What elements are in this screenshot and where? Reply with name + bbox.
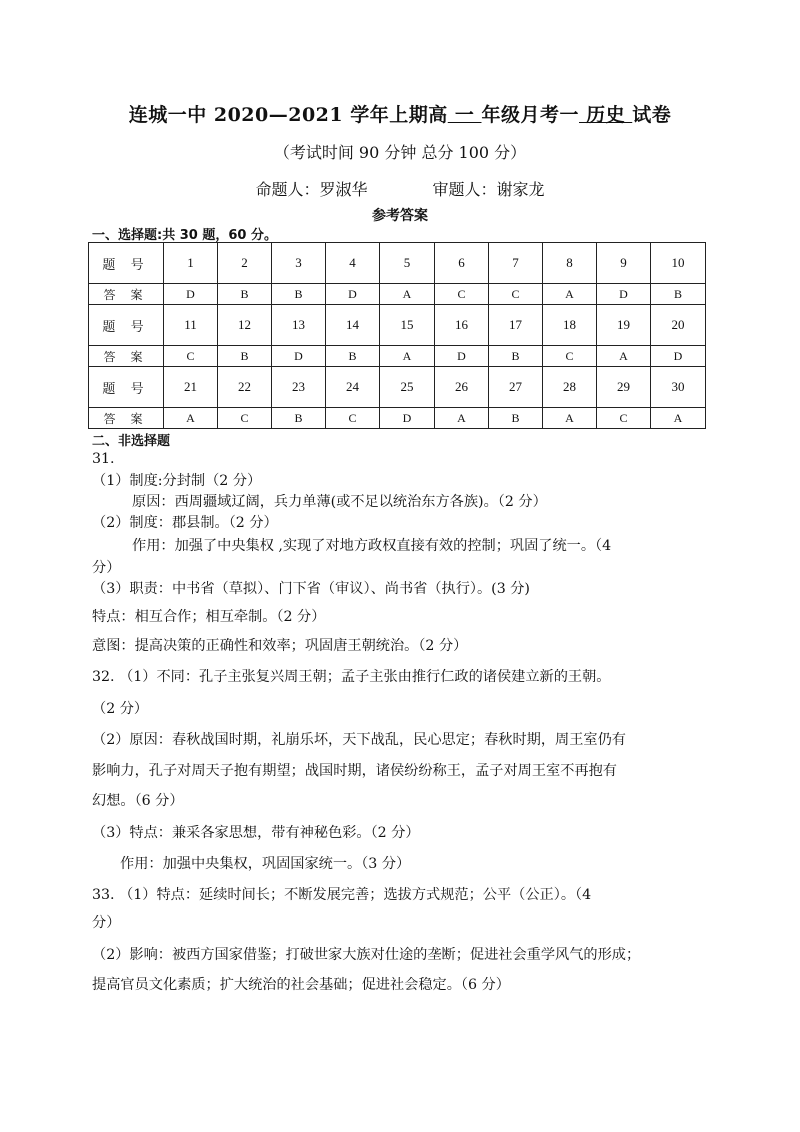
answer-cell: C <box>326 408 380 429</box>
answer-cell: D <box>380 408 435 429</box>
question-number-row <box>89 367 706 408</box>
question-number-cell: 9 <box>597 243 651 284</box>
setter: 命题人：罗淑华 <box>255 180 368 199</box>
answer-table-body <box>89 243 706 429</box>
answer-table <box>88 242 706 429</box>
answer-cell: C <box>435 284 489 305</box>
question-number-cell: 2 <box>218 243 272 284</box>
question-number-cell: 21 <box>164 367 218 408</box>
q31-3-duties: （3）职责：中书省（草拟）、门下省（审议）、尚书省（执行）。(3 分) <box>92 581 530 597</box>
question-number-cell: 1 <box>164 243 218 284</box>
answer-cell: D <box>435 346 489 367</box>
answer-label-cell: 答 案 <box>89 346 164 367</box>
answer-cell: D <box>597 284 651 305</box>
answer-cell: D <box>651 346 706 367</box>
question-number-cell: 20 <box>651 305 706 346</box>
question-number-cell: 15 <box>380 305 435 346</box>
answer-cell: C <box>597 408 651 429</box>
question-number-cell: 16 <box>435 305 489 346</box>
question-number-cell: 19 <box>597 305 651 346</box>
question-number-cell: 13 <box>272 305 326 346</box>
q31-number: 31. <box>92 451 115 467</box>
question-number-cell: 11 <box>164 305 218 346</box>
question-label-cell: 题 号 <box>89 367 164 408</box>
q32-3-features: （3）特点：兼采各家思想，带有神秘色彩。（2 分） <box>92 825 420 841</box>
q33-2-impact: （2）影响：被西方国家借鉴；打破世家大族对仕途的垄断；促进社会重学风气的形成； <box>92 947 641 963</box>
q31-3-intent: 意图：提高决策的正确性和效率；巩固唐王朝统治。（2 分） <box>92 638 468 654</box>
answer-cell: B <box>218 284 272 305</box>
answer-cell: D <box>272 346 326 367</box>
answer-cell: D <box>164 284 218 305</box>
q31-1-reason: 原因：西周疆域辽阔，兵力单薄(或不足以统治东方各族)。（2 分） <box>132 494 547 510</box>
question-number-cell: 23 <box>272 367 326 408</box>
q33-2-impact-cont: 提高官员文化素质；扩大统治的社会基础；促进社会稳定。（6 分） <box>92 977 510 993</box>
title-middle: 年级月考一 <box>481 104 579 126</box>
question-number-cell: 26 <box>435 367 489 408</box>
answer-cell: B <box>651 284 706 305</box>
question-number-cell: 12 <box>218 305 272 346</box>
q31-1-system: （1）制度:分封制（2 分） <box>92 473 262 489</box>
q33-1-score: 分） <box>92 915 121 931</box>
answer-cell: B <box>218 346 272 367</box>
q32-2-reason: （2）原因：春秋战国时期，礼崩乐坏，天下战乱，民心思定；春秋时期，周王室仍有 <box>92 732 626 748</box>
question-number-cell: 25 <box>380 367 435 408</box>
answer-cell: A <box>543 408 597 429</box>
question-number-cell: 18 <box>543 305 597 346</box>
q31-2-system: （2）制度：郡县制。（2 分） <box>92 515 278 531</box>
answer-cell: B <box>489 408 543 429</box>
title-grade: 一 <box>447 104 482 126</box>
question-label-cell: 题 号 <box>89 305 164 346</box>
section1-heading: 一、选择题:共 30 题，60 分。 <box>92 228 277 243</box>
answer-row <box>89 346 706 367</box>
answer-cell: C <box>543 346 597 367</box>
q31-2-effect: 作用：加强了中央集权 ,实现了对地方政权直接有效的控制；巩固了统一。（4 <box>132 538 612 554</box>
q32-3-effect: 作用：加强中央集权，巩固国家统一。（3 分） <box>120 856 411 872</box>
question-number-row <box>89 305 706 346</box>
q31-3-features: 特点：相互合作；相互牵制。（2 分） <box>92 609 326 625</box>
answer-cell: B <box>272 408 326 429</box>
answer-cell: D <box>326 284 380 305</box>
exam-authors <box>0 177 800 200</box>
question-number-cell: 17 <box>489 305 543 346</box>
answer-row <box>89 408 706 429</box>
q31-2-effect-cont: 分） <box>92 560 121 576</box>
question-number-cell: 8 <box>543 243 597 284</box>
question-number-cell: 30 <box>651 367 706 408</box>
q32-1-score: （2 分） <box>92 701 149 717</box>
question-number-cell: 3 <box>272 243 326 284</box>
question-number-cell: 24 <box>326 367 380 408</box>
exam-title <box>0 100 800 127</box>
exam-subtitle: （考试时间 90 分钟 总分 100 分） <box>273 143 527 162</box>
question-number-cell: 6 <box>435 243 489 284</box>
question-label-cell: 题 号 <box>89 243 164 284</box>
answer-cell: A <box>597 346 651 367</box>
q32-1-difference: 32. （1）不同：孔子主张复兴周王朝；孟子主张由推行仁政的诸侯建立新的王朝。 <box>92 669 611 685</box>
q32-2-reason-cont1: 影响力，孔子对周天子抱有期望；战国时期，诸侯纷纷称王，孟子对周王室不再抱有 <box>92 763 617 779</box>
answer-cell: C <box>489 284 543 305</box>
answer-cell: A <box>651 408 706 429</box>
answer-cell: B <box>272 284 326 305</box>
answer-cell: B <box>326 346 380 367</box>
answer-cell: A <box>380 284 435 305</box>
answer-cell: B <box>489 346 543 367</box>
section2-heading: 二、非选择题 <box>92 434 171 449</box>
question-number-cell: 28 <box>543 367 597 408</box>
answer-key-heading: 参考答案 <box>372 208 428 224</box>
q32-2-reason-cont2: 幻想。（6 分） <box>92 793 184 809</box>
answer-cell: A <box>435 408 489 429</box>
question-number-cell: 22 <box>218 367 272 408</box>
question-number-cell: 7 <box>489 243 543 284</box>
question-number-cell: 5 <box>380 243 435 284</box>
answer-label-cell: 答 案 <box>89 284 164 305</box>
question-number-cell: 29 <box>597 367 651 408</box>
answer-cell: A <box>380 346 435 367</box>
question-number-cell: 10 <box>651 243 706 284</box>
title-suffix: 试卷 <box>632 104 672 126</box>
question-number-row <box>89 243 706 284</box>
question-number-cell: 14 <box>326 305 380 346</box>
answer-cell: C <box>218 408 272 429</box>
question-number-cell: 27 <box>489 367 543 408</box>
answer-row <box>89 284 706 305</box>
question-number-cell: 4 <box>326 243 380 284</box>
answer-label-cell: 答 案 <box>89 408 164 429</box>
answer-cell: A <box>543 284 597 305</box>
answer-cell: C <box>164 346 218 367</box>
answer-cell: A <box>164 408 218 429</box>
title-prefix: 连城一中 2020—2021 学年上期高 <box>128 104 448 126</box>
title-subject: 历史 <box>579 104 633 126</box>
q33-1-features: 33. （1）特点：延续时间长；不断发展完善；选拔方式规范；公平（公正）。（4 <box>92 887 592 903</box>
reviewer: 审题人：谢家龙 <box>432 180 545 199</box>
